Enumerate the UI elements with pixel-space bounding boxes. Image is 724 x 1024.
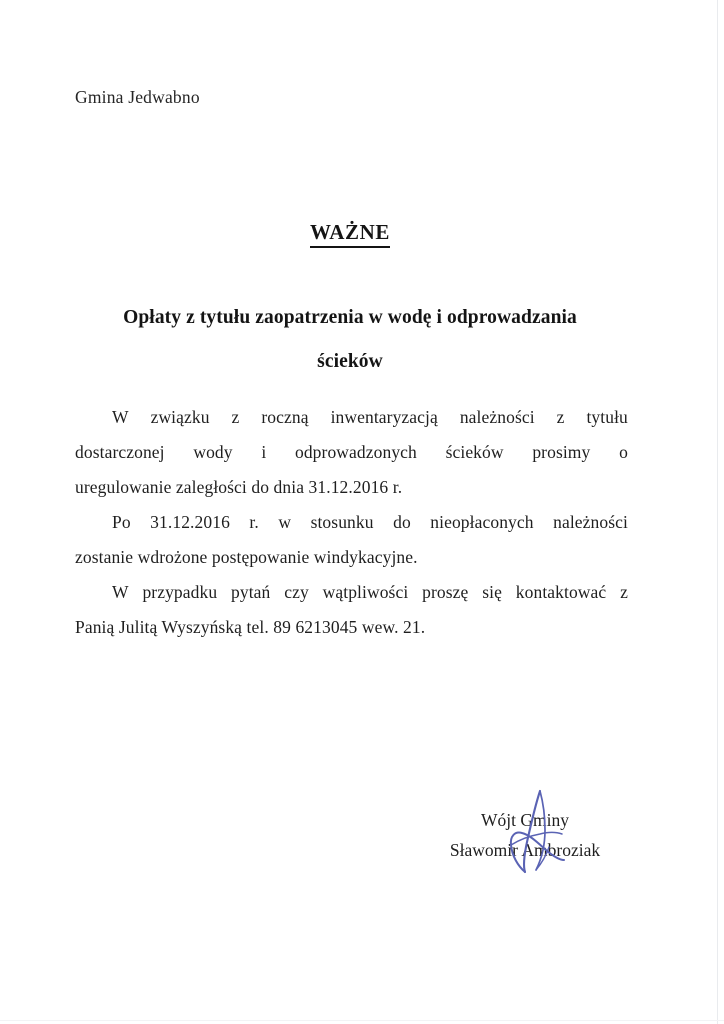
document-title-text: WAŻNE [310, 220, 390, 248]
body-word: z [231, 407, 240, 427]
body-word: inwentaryzacją [330, 407, 438, 427]
body-word: roczną [261, 407, 309, 427]
page-edge-right [717, 0, 718, 1024]
document-subtitle-line-2: ścieków [317, 351, 383, 372]
body-word: tytułu [586, 407, 628, 427]
page-edge-bottom [0, 1020, 724, 1021]
body-word: 31.12.2016 [150, 512, 230, 532]
body-word: o [619, 442, 628, 462]
body-word: ścieków [445, 442, 504, 462]
body-word: się [482, 582, 502, 602]
document-subtitle-line-1: Opłaty z tytułu zaopatrzenia w wodę i odprowadzania [123, 307, 577, 328]
document-title [0, 220, 700, 248]
body-line [75, 400, 628, 435]
body-line [75, 505, 628, 540]
body-word: związku [150, 407, 210, 427]
body-word: prosimy [532, 442, 591, 462]
body-line [75, 575, 628, 610]
signature-name: Sławomir Ambroziak [449, 840, 601, 860]
body-word: w [278, 512, 292, 532]
body-word: odprowadzonych [294, 442, 417, 462]
body-line [75, 435, 628, 470]
body-word: pytań [231, 582, 271, 602]
body-word: z [556, 407, 565, 427]
paragraph-debt-enforcement [75, 505, 628, 575]
body-line: zostanie wdrożone postępowanie windykacyjne. [75, 547, 418, 567]
body-word: należności [459, 407, 535, 427]
body-word: do [393, 512, 411, 532]
body-word: przypadku [142, 582, 218, 602]
body-word: z [620, 582, 628, 602]
body-word: kontaktować [515, 582, 607, 602]
body-word: Po [112, 512, 131, 532]
body-word: wody [193, 442, 233, 462]
document-body [75, 400, 628, 645]
body-line: Panią Julitą Wyszyńską tel. 89 6213045 wew. 21. [75, 617, 426, 637]
body-word: należności [553, 512, 628, 532]
body-word: czy [284, 582, 309, 602]
body-word: W [112, 582, 129, 602]
body-word: W [112, 407, 129, 427]
paragraph-inventory-notice [75, 400, 628, 505]
document-subtitle [80, 296, 620, 384]
signature-role: Wójt Gminy [481, 810, 569, 830]
signature-block [400, 805, 650, 865]
body-word: stosunku [310, 512, 374, 532]
body-word: proszę [422, 582, 469, 602]
organization-name: Gmina Jedwabno [75, 87, 200, 107]
body-word: r. [249, 512, 259, 532]
body-word: nieopłaconych [430, 512, 534, 532]
paragraph-contact [75, 575, 628, 645]
body-word: i [261, 442, 267, 462]
body-line: uregulowanie zaległości do dnia 31.12.2016 r. [75, 477, 403, 497]
body-word: wątpliwości [322, 582, 409, 602]
body-word: dostarczonej [75, 442, 165, 462]
